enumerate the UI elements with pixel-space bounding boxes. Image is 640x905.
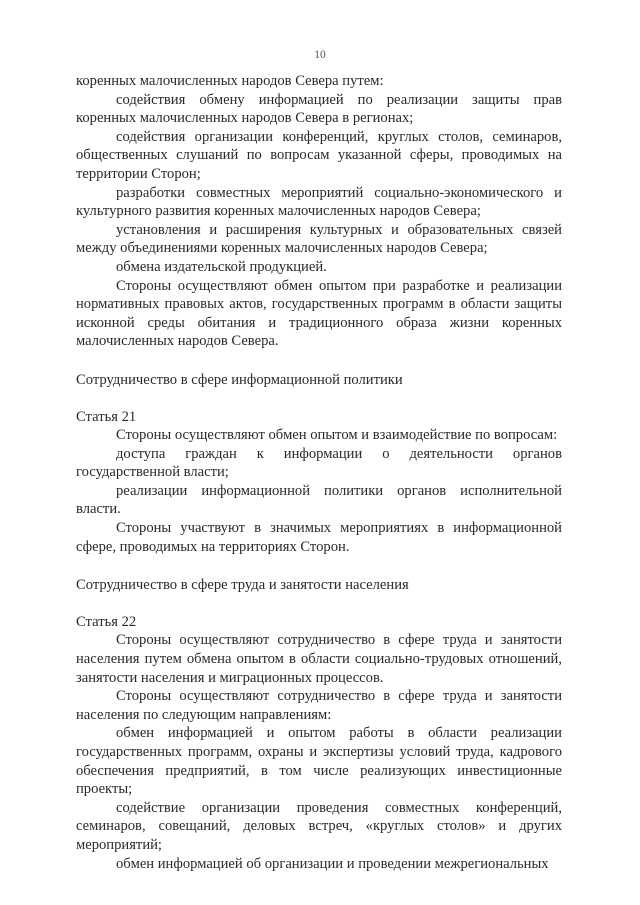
paragraph: обмен информацией об организации и проведении межрегиональных — [116, 855, 549, 872]
paragraph: разработки совместных мероприятий социально-экономического и культурного развития коренных малочисленных народов Севера; — [76, 184, 562, 220]
paragraph: Стороны участвуют в значимых мероприятиях в информационной сфере, проводимых на территориях Сторон. — [76, 520, 562, 555]
paragraph: содействие организации проведения совместных конференций, семинаров, совещаний, деловых встреч, «круглых столов» и других мероприятий; — [76, 799, 562, 853]
article-title-21: Статья 21 — [76, 408, 137, 425]
paragraph: реализации информационной политики органов исполнительной власти. — [76, 482, 562, 518]
paragraph: Стороны осуществляют сотрудничество в сфере труда и занятости населения по следующим направлениям: — [76, 688, 562, 723]
section-heading-info-policy: Сотрудничество в сфере информационной политики — [76, 371, 403, 388]
paragraph: доступа граждан к информации о деятельности органов государственной власти; — [76, 445, 562, 481]
article-title-22: Статья 22 — [76, 613, 137, 630]
section-heading-labor: Сотрудничество в сфере труда и занятости населения — [76, 577, 409, 594]
paragraph: Стороны осуществляют обмен опытом при разработке и реализации нормативных правовых актов, государственных программ в области защиты исконной среды обитания и традиционного образа жизни коренных малочисленных народов Севера. — [76, 277, 562, 350]
paragraph: коренных малочисленных народов Севера путем: — [76, 73, 384, 89]
paragraph: Стороны осуществляют обмен опытом и взаимодействие по вопросам: — [116, 427, 558, 444]
paragraph: обмен информацией и опытом работы в области реализации государственных программ, охраны и экспертизы условий труда, кадрового обеспечения предприятий, в том числе реализующих инвестиционные проекты; — [76, 725, 562, 798]
page-number: 10 — [314, 49, 326, 61]
paragraph: установления и расширения культурных и образовательных связей между объединениями коренных малочисленных народов Севера; — [76, 221, 562, 257]
paragraph: обмена издательской продукцией. — [116, 258, 327, 275]
document-body — [76, 72, 562, 873]
paragraph: содействия обмену информацией по реализации защиты прав коренных малочисленных народов Севера в регионах; — [76, 91, 562, 127]
paragraph: Стороны осуществляют сотрудничество в сфере труда и занятости населения путем обмена опытом в области социально-трудовых отношений, занятости населения и миграционных процессов. — [76, 632, 562, 686]
paragraph: содействия организации конференций, круглых столов, семинаров, общественных слушаний по вопросам указанной сферы, проводимых на территории Сторон; — [76, 128, 562, 182]
